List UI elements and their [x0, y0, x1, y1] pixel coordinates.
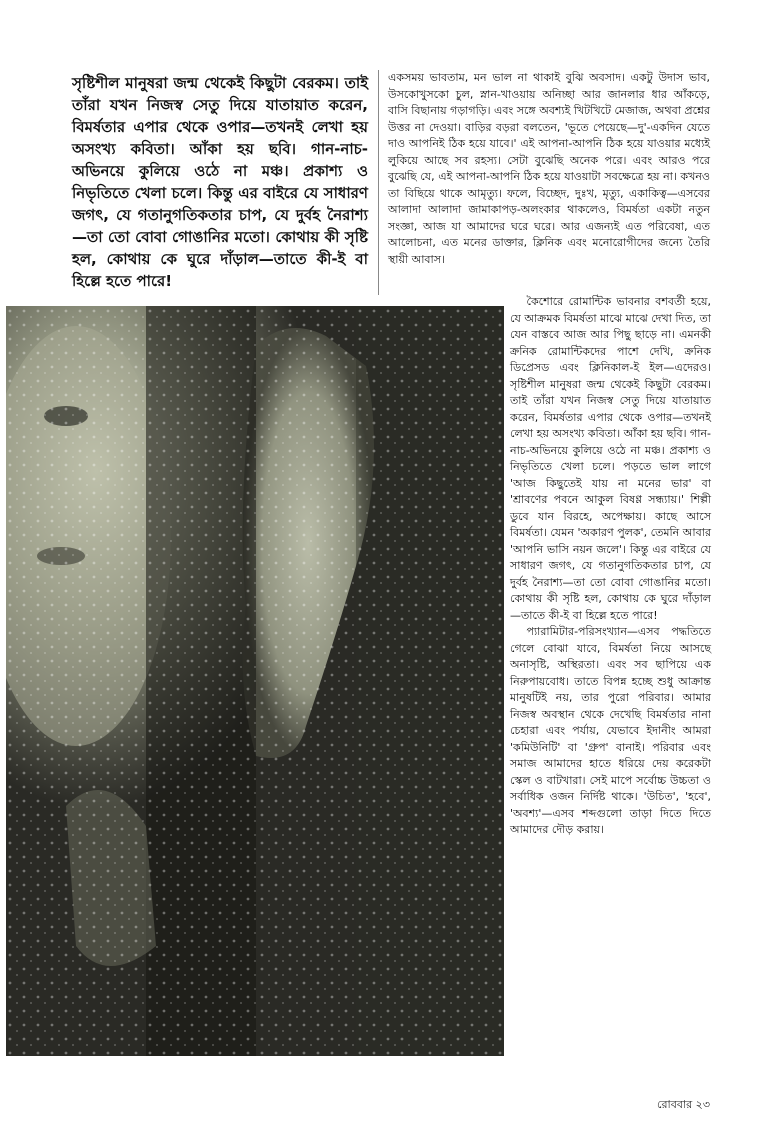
top-column — [388, 70, 710, 268]
page-footer: রোববার ২৩ — [657, 1098, 710, 1111]
right-paragraph-1: কৈশোরে রোমান্টিক ভাবনার বশবর্তী হয়ে, যে আক্রমক বিমর্ষতা মাঝে মাঝে দেখা দিত, তা যেন বাস্তবে আজ আর পিছু ছাড়ে না। এমনকী ক্রনিক রোমান্টিকদের পাশে দেখি, ক্রনিক ডিপ্রেসড এবং ক্লিনিকাল-ই ইল—এদেরও। সৃষ্টিশীল মানুষরা জন্ম থেকেই কিছুটা বেরকম। তাই তাঁরা যখন নিজস্ব সেতু দিয়ে যাতায়াত করেন, বিমর্ষতার এপার থেকে ওপার—তখনই লেখা হয় অসংখ্য কবিতা। আঁকা হয় ছবি। গান-নাচ-অভিনয়ে কুলিয়ে ওঠে না মঞ্চ। প্রকাশ্য ও নিভৃতিতে খেলা চলে। পড়তে ভাল লাগে 'আজ কিছুতেই যায় না মনের ভার' বা 'শ্রাবণের পবনে আকুল বিষণ্ণ সন্ধ্যায়।' শিল্পী ডুবে যান বিরহে, অপেক্ষায়। কাছে আসে বিমর্ষতা। যেমন 'অকারণ পুলক', তেমনি আবার 'আপনি ভাসি নয়ন জলে'। কিন্তু এর বাইরে যে সাধারণ জগৎ, যে গতানুগতিকতার চাপ, যে দুর্বহ নৈরাশ্য—তা তো বোবা গোঙানির মতো। কোথায় কী সৃষ্টি হল, কোথায় কে ঘুরে দাঁড়াল—তাতে কী-ই বা হিল্লে হতে পারে! — [510, 295, 711, 622]
pull-quote: সৃষ্টিশীল মানুষরা জন্ম থেকেই কিছুটা বেরকম। তাই তাঁরা যখন নিজস্ব সেতু দিয়ে যাতায়াত করেন, বিমর্ষতার এপার থেকে ওপার—তখনই লেখা হয় অসংখ্য কবিতা। আঁকা হয় ছবি। গান-নাচ-অভিনয়ে কুলিয়ে ওঠে না মঞ্চ। প্রকাশ্য ও নিভৃতিতে খেলা চলে। কিন্তু এর বাইরে যে সাধারণ জগৎ, যে গতানুগতিকতার চাপ, যে দুর্বহ নৈরাশ্য—তা তো বোবা গোঙানির মতো। কোথায় কী সৃষ্টি হল, কোথায় কে ঘুরে দাঁড়াল—তাতে কী-ই বা হিল্লে হতে পারে! — [72, 74, 368, 290]
right-paragraph-2: প্যারামিটার-পরিসংখ্যান—এসব পদ্ধতিতে গেলে বোঝা যাবে, বিমর্ষতা নিয়ে আসছে অনাসৃষ্টি, অস্থিরতা। এবং সব ছাপিয়ে এক নিরুপায়বোধ। তাতে বিপন্ন হচ্ছে শুধু আক্রান্ত মানুষটিই নয়, তার পুরো পরিবার। আমার নিজস্ব অবস্থান থেকে দেখেছি বিমর্ষতার নানা চেহারা এবং পর্যায়, যেভাবে ইদানীং আমরা 'কমিউনিটি' বা 'গ্রুপ' বানাই। পরিবার এবং সমাজ আমাদের হাতে ধরিয়ে দেয় করেকটা স্কেল ও বাটখারা। সেই মাপে সর্বোচ্চ উচ্চতা ও সর্বাধিক ওজন নির্দিষ্ট থাকে। 'উচিত', 'হবে', 'অবশ্য'—এসব শব্দগুলো তাড়া দিতে দিতে আমাদের দৌড় করায়। — [510, 625, 711, 836]
column-divider — [378, 70, 379, 295]
right-column — [510, 294, 711, 839]
woman-behind-veil-photo — [6, 306, 504, 1056]
top-paragraph: একসময় ভাবতাম, মন ভাল না থাকাই বুঝি অবসাদ। একটু উদাস ভাব, উসকোখুসকো চুল, স্নান-খাওয়ায় অনিচ্ছা আর জানলার ধার আঁকড়ে, বাসি বিছানায় গড়াগড়ি। এবং সঙ্গে অবশ্যই খিটখিটে মেজাজ, অথবা প্রশ্নের উত্তর না দেওয়া। বাড়ির বড়রা বলতেন, 'ভূতে পেয়েছে—দু'-একদিন যেতে দাও আপনিই ঠিক হয়ে যাবে।' এই আপনা-আপনি ঠিক হয়ে যাওয়ার মধ্যেই লুকিয়ে আছে সব রহস্য। সেটা বুঝেছি অনেক পরে। এবং আরও পরে বুঝেছি যে, এই আপনা-আপনি ঠিক হয়ে যাওয়াটা সবক্ষেত্রে হয় না। কখনও তা বিছিয়ে থাকে আমৃত্যু। ফলে, বিচ্ছেদ, দুঃখ, মৃত্যু, একাকিত্ব—এসবের আলাদা আলাদা জামাকাপড়-অলংকার থাকলেও, বিমর্ষতা একটা নতুন সংজ্ঞা, আজ যা আমাদের ঘরে ঘরে। আর এজন্যই এত পরিবেষা, এত আলোচনা, এত মনের ডাক্তার, ক্লিনিক এবং মনোরোগীদের জন্যে তৈরি স্থায়ী আবাস। — [388, 71, 710, 266]
